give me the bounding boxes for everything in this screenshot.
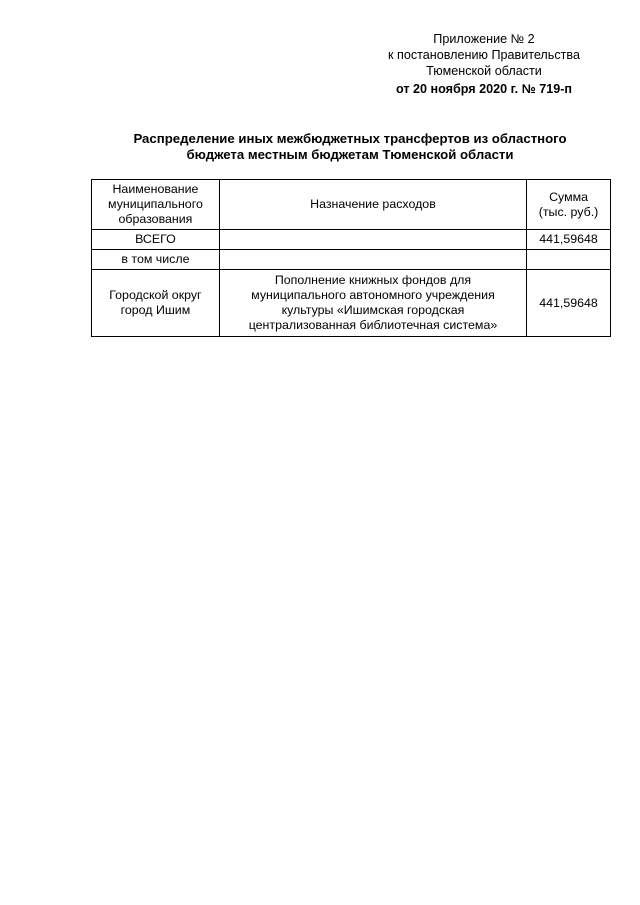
table-row bbox=[92, 270, 611, 337]
header-municipality: Наименование муниципального образования bbox=[92, 180, 220, 230]
appendix-authority: Тюменской области bbox=[426, 64, 542, 78]
header-purpose: Назначение расходов bbox=[219, 180, 526, 230]
document-title-line1: Распределение иных межбюджетных трансфертов из областного bbox=[133, 131, 567, 146]
total-label: ВСЕГО bbox=[92, 230, 220, 250]
total-row bbox=[92, 230, 611, 250]
subtotal-purpose bbox=[219, 250, 526, 270]
document-title-line2: бюджета местным бюджетам Тюменской области bbox=[186, 147, 514, 162]
appendix-number: Приложение № 2 bbox=[433, 32, 535, 46]
expense-purpose: Пополнение книжных фондов для муниципального автономного учреждения культуры «Ишимская городская централизованная библиотечная система» bbox=[219, 270, 526, 337]
total-amount: 441,59648 bbox=[527, 230, 611, 250]
subtotal-amount bbox=[527, 250, 611, 270]
municipality-name: Городской округ город Ишим bbox=[92, 270, 220, 337]
total-purpose bbox=[219, 230, 526, 250]
subtotal-label: в том числе bbox=[92, 250, 220, 270]
header-amount: Сумма (тыс. руб.) bbox=[527, 180, 611, 230]
appendix-date: от 20 ноября 2020 г. № 719-п bbox=[395, 82, 573, 96]
table-header-row bbox=[92, 180, 611, 230]
subtotal-row bbox=[92, 250, 611, 270]
appendix-reference: к постановлению Правительства bbox=[388, 48, 580, 62]
document-title bbox=[90, 131, 610, 163]
appendix-header bbox=[364, 31, 604, 97]
expense-amount: 441,59648 bbox=[527, 270, 611, 337]
transfers-table bbox=[91, 179, 611, 337]
